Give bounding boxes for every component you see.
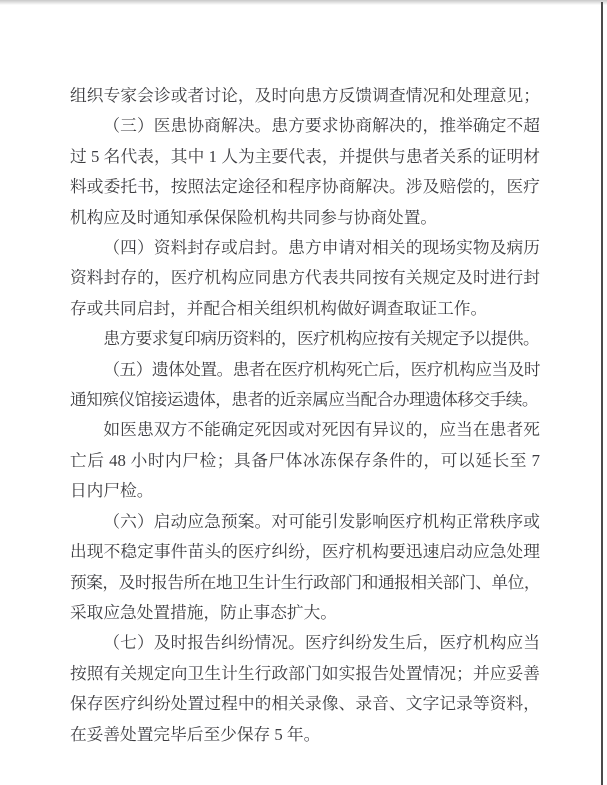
text-line: 预案，及时报告所在地卫生计生行政部门和通报相关部门、单位， bbox=[70, 572, 540, 592]
text-line: 存或共同启封，并配合相关组织机构做好调查取证工作。 bbox=[70, 298, 488, 318]
text-line: 日内尸检。 bbox=[70, 481, 154, 501]
text-line: 采取应急处置措施，防止事态扩大。 bbox=[70, 602, 337, 622]
text-line: 亡后 48 小时内尸检；具备尸体冰冻保存条件的，可以延长至 7 bbox=[70, 450, 540, 470]
text-line: 按照有关规定向卫生计生行政部门如实报告处置情况；并应妥善 bbox=[70, 663, 540, 683]
text-line: （五）遗体处置。患者在医疗机构死亡后，医疗机构应当及时 bbox=[103, 359, 540, 379]
text-line: 通知殡仪馆接运遗体，患者的近亲属应当配合办理遗体移交手续。 bbox=[70, 390, 538, 410]
text-line: 组织专家会诊或者讨论，及时向患方反馈调查情况和处理意见； bbox=[70, 86, 540, 105]
text-line: （四）资料封存或启封。患方申请对相关的现场实物及病历 bbox=[103, 238, 540, 258]
text-line: 料或委托书，按照法定途径和程序协商解决。涉及赔偿的，医疗 bbox=[70, 177, 540, 197]
text-line: 出现不稳定事件苗头的医疗纠纷，医疗机构要迅速启动应急处理 bbox=[70, 542, 540, 562]
text-line: 如医患双方不能确定死因或对死因有异议的，应当在患者死 bbox=[103, 420, 540, 440]
text-line: 在妥善处置完毕后至少保存 5 年。 bbox=[70, 724, 321, 744]
text-line: （七）及时报告纠纷情况。医疗纠纷发生后，医疗机构应当 bbox=[103, 633, 540, 653]
text-line: 过 5 名代表，其中 1 人为主要代表，并提供与患者关系的证明材 bbox=[70, 146, 540, 166]
page-right-edge-line bbox=[601, 2, 603, 785]
text-line: 资料封存的，医疗机构应同患方代表共同按有关规定及时进行封 bbox=[70, 268, 540, 288]
document-text bbox=[70, 81, 540, 750]
text-line: 保存医疗纠纷处置过程中的相关录像、录音、文字记录等资料， bbox=[70, 694, 540, 714]
top-edge-shadow bbox=[0, 0, 607, 5]
text-line: （六）启动应急预案。对可能引发影响医疗机构正常秩序或 bbox=[103, 511, 540, 531]
text-line: （三）医患协商解决。患方要求协商解决的，推举确定不超 bbox=[103, 116, 540, 136]
text-line: 患方要求复印病历资料的，医疗机构应按有关规定予以提供。 bbox=[103, 329, 540, 349]
text-line: 机构应及时通知承保保险机构共同参与协商处置。 bbox=[70, 207, 438, 227]
